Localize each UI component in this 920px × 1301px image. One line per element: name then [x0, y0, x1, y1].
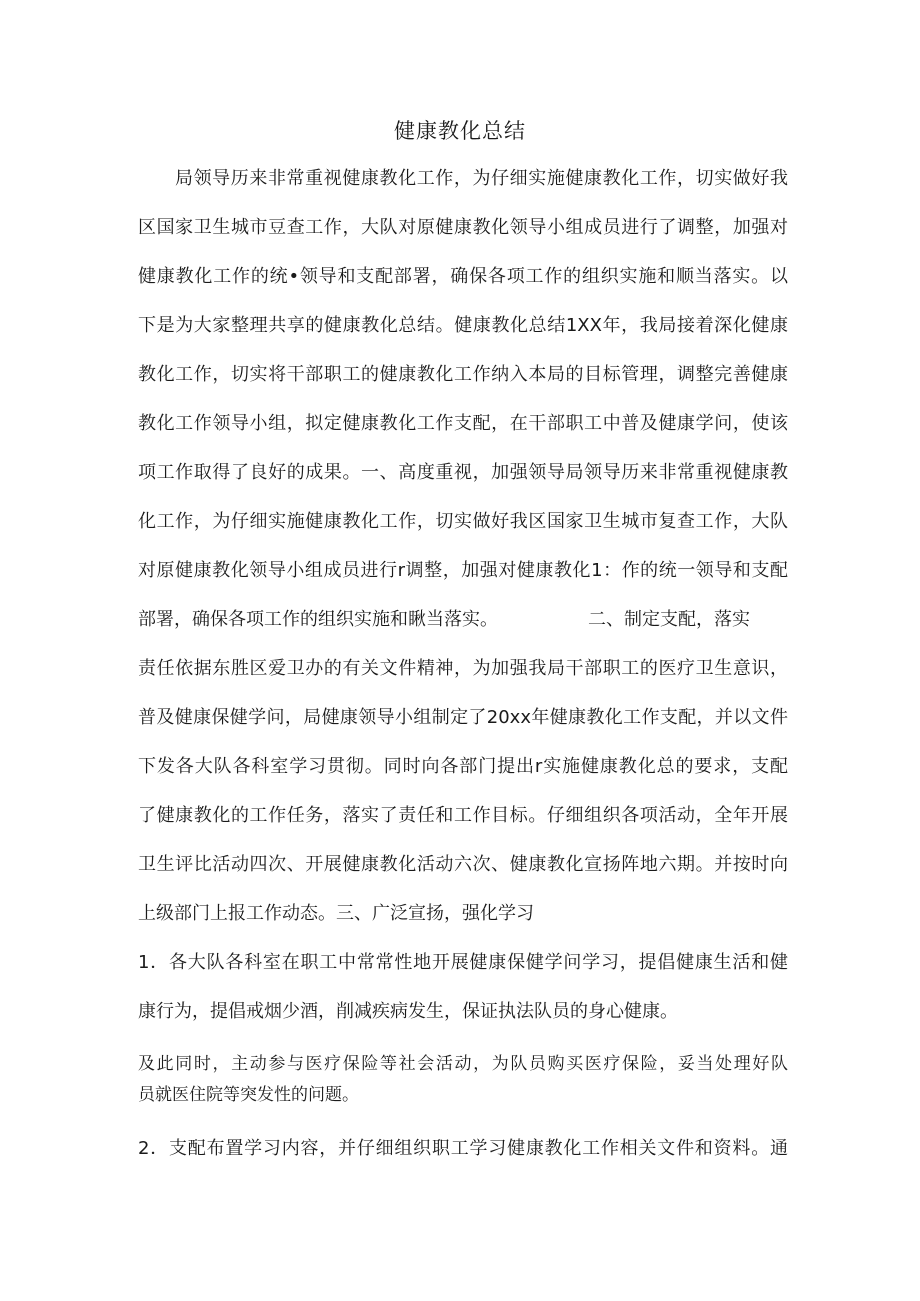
list-item-2-line: 2．支配布置学习内容，并仔细组织职工学习健康教化工作相关文件和资料。通: [138, 1138, 788, 1159]
paragraph-line: 区国家卫生城市豆查工作，大队对原健康教化领导小组成员进行了调整，加强对: [138, 217, 788, 238]
paragraph-line: 下发各大队各科室学习贯彻。同时向各部门提出r实施健康教化总的要求，支配: [138, 756, 788, 777]
paragraph-line: 局领导历来非常重视健康教化工作，为仔细实施健康教化工作，切实做好我: [175, 168, 788, 189]
paragraph-line: 普及健康保健学问，局健康领导小组制定了20xx年健康教化工作支配，并以文件: [138, 707, 788, 728]
list-item-1-line: 1．各大队各科室在职工中常常性地开展健康保健学问学习，提倡健康生活和健: [138, 952, 788, 973]
paragraph-line: 教化工作领导小组，拟定健康教化工作支配，在干部职工中普及健康学问，使该: [138, 413, 788, 434]
paragraph-line: 对原健康教化领导小组成员进行r调整，加强对健康教化1：作的统一领导和支配: [138, 560, 788, 581]
paragraph-line: 了健康教化的工作任务，落实了责任和工作目标。仔细组织各项活动，全年开展: [138, 805, 788, 826]
section-heading-2: 二、制定支配，落实: [588, 609, 750, 630]
paragraph-line: 健康教化工作的统•领导和支配部署，确保各项工作的组织实施和顺当落实。以: [138, 266, 788, 287]
paragraph-line-text: 部署，确保各项工作的组织实施和瞅当落实。: [138, 609, 498, 630]
paragraph-line: 责任依据东胜区爱卫办的有关文件精神，为加强我局干部职工的医疗卫生意识，: [138, 658, 788, 679]
paragraph-line: 卫生评比活动四次、开展健康教化活动六次、健康教化宣扬阵地六期。并按时向: [138, 854, 788, 875]
paragraph-line: 下是为大家整理共享的健康教化总结。健康教化总结1XX年，我局接着深化健康: [138, 315, 788, 336]
list-item-1-line: 康行为，提倡戒烟少酒，削减疾病发生，保证执法队员的身心健康。: [138, 1001, 678, 1022]
paragraph-line: 项工作取得了良好的成果。一、高度重视，加强领导局领导历来非常重视健康教: [138, 462, 788, 483]
paragraph-line: [138, 605, 788, 635]
paragraph-line: 员就医住院等突发性的问题。: [138, 1085, 359, 1105]
paragraph-line: 及此同时，主动参与医疗保险等社会活动，为队员购买医疗保险，妥当处理好队: [138, 1054, 788, 1074]
paragraph-line: 化工作，为仔细实施健康教化工作，切实做好我区国家卫生城市复查工作，大队: [138, 511, 788, 532]
paragraph-line: 上级部门上报工作动态。三、广泛宣扬，强化学习: [138, 903, 534, 924]
paragraph-line: 教化工作，切实将干部职工的健康教化工作纳入本局的目标管理，调整完善健康: [138, 364, 788, 385]
document-title: 健康教化总结: [394, 119, 526, 143]
